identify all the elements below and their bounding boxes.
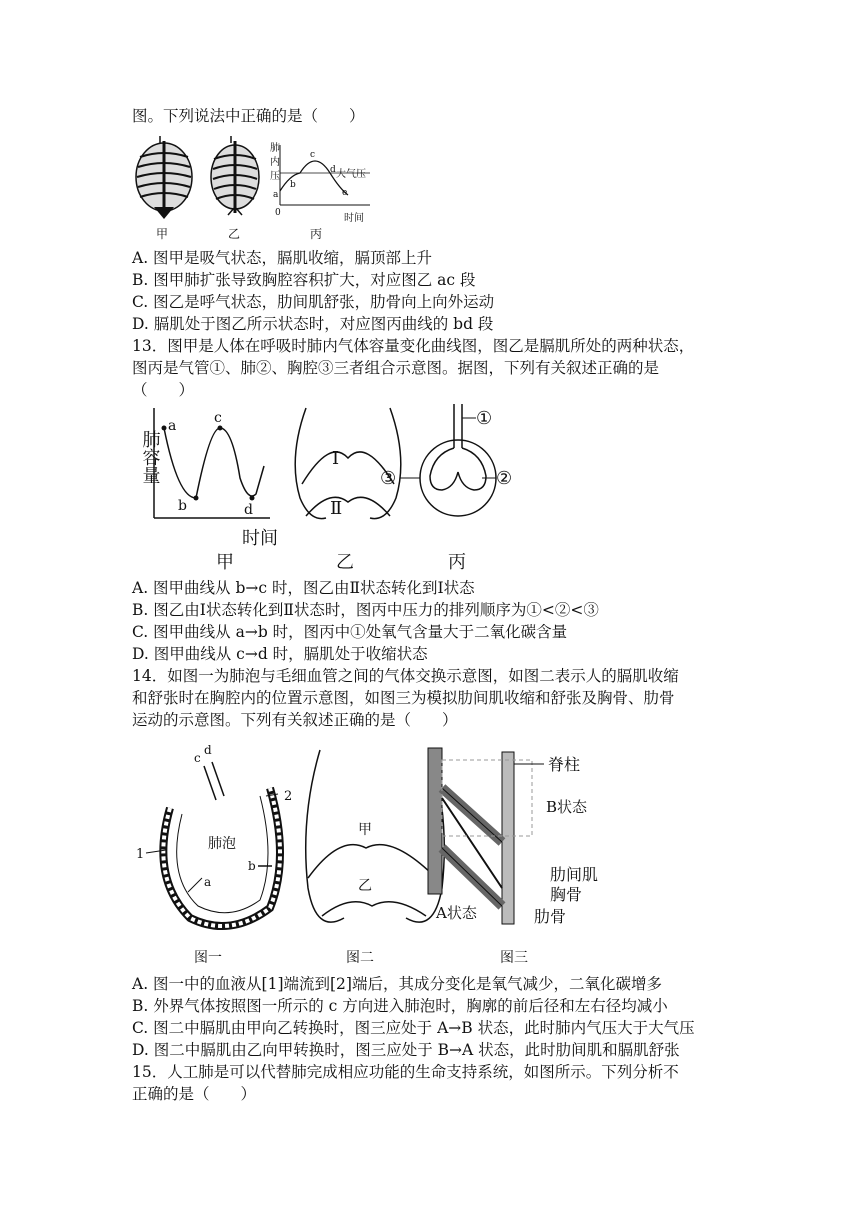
q14-option-a: A. 图一中的血液从[1]端流到[2]端后，其成分变化是氧气减少，二氧化碳增多 xyxy=(132,975,662,993)
q14-alveolus: 肺泡 xyxy=(208,836,236,852)
q13-label-yi: 乙 xyxy=(336,552,354,573)
q12-label-yi: 乙 xyxy=(228,227,241,241)
q14-sternum: 胸骨 xyxy=(550,885,583,904)
q14-cap1: 图一 xyxy=(194,950,222,966)
q13-option-c: C. 图甲曲线从 a→b 时，图丙中①处氧气含量大于二氧化碳含量 xyxy=(132,623,568,641)
q14-ld: d xyxy=(204,743,212,757)
q13-option-d: D. 图甲曲线从 c→d 时，膈肌处于收缩状态 xyxy=(132,645,428,663)
q14-n2: 2 xyxy=(284,789,293,804)
q14-stem-line3: 运动的示意图。下列有关叙述正确的是（ ） xyxy=(132,711,458,729)
ribcage-inhale-icon xyxy=(136,136,192,219)
q13-figure xyxy=(130,398,530,576)
q15-stem-line2: 正确的是（ ） xyxy=(132,1085,257,1103)
q14-figure xyxy=(130,738,620,968)
q13-xaxis: 时间 xyxy=(242,528,278,549)
q12-label-bing: 丙 xyxy=(310,227,323,241)
q13-label-jia: 甲 xyxy=(216,552,234,573)
q14-n1: 1 xyxy=(136,847,145,862)
q12-yaxis-3: 压 xyxy=(270,171,280,182)
q14-cap2: 图二 xyxy=(346,950,374,966)
q14-lb: b xyxy=(248,859,256,873)
q13-pt-d: d xyxy=(244,502,253,518)
q13-state-1: Ⅰ xyxy=(332,448,340,469)
q12-origin: 0 xyxy=(275,208,281,218)
q12-pt-c: c xyxy=(310,150,316,160)
q14-intercostal: 肋间肌 xyxy=(550,865,599,884)
q13-num-3: ③ xyxy=(380,468,397,489)
q14-option-d: D. 图二中膈肌由乙向甲转换时，图三应处于 B→A 状态，此时肋间肌和膈肌舒张 xyxy=(132,1041,680,1059)
q14-la: a xyxy=(204,875,212,889)
q12-pt-d: d xyxy=(330,165,336,175)
q13-option-a: A. 图甲曲线从 b→c 时，图乙由Ⅱ状态转化到Ⅰ状态 xyxy=(132,579,475,597)
ribcage-exhale-icon xyxy=(211,136,259,215)
q14-option-b: B. 外界气体按照图一所示的 c 方向进入肺泡时，胸廓的前后径和左右径均减小 xyxy=(132,997,668,1015)
q14-stem-line1: 14．如图一为肺泡与毛细血管之间的气体交换示意图，如图二表示人的膈肌收缩 xyxy=(132,667,679,685)
q13-stem-line3: （ ） xyxy=(132,381,195,399)
q13-label-bing: 丙 xyxy=(448,552,466,573)
q14-yi: 乙 xyxy=(358,878,372,894)
q13-num-1: ① xyxy=(476,408,493,429)
q12-xaxis: 时间 xyxy=(344,213,364,224)
q14-jia: 甲 xyxy=(358,822,372,838)
q15-stem-line1: 15．人工肺是可以代替肺完成相应功能的生命支持系统，如图所示。下列分析不 xyxy=(132,1063,679,1081)
q13-stem-line2: 图丙是气管①、肺②、胸腔③三者组合示意图。据图，下列有关叙述正确的是 xyxy=(132,359,660,377)
q14-lc: c xyxy=(194,751,201,765)
q12-pt-e: e xyxy=(342,188,348,198)
q14-state-b: B状态 xyxy=(546,798,588,816)
q13-pt-a: a xyxy=(168,418,177,434)
q12-option-c: C. 图乙是呼气状态，肋间肌舒张，肋骨向上向外运动 xyxy=(132,293,495,311)
q12-pt-a: a xyxy=(273,190,279,200)
q14-rib: 肋骨 xyxy=(534,907,567,926)
q12-option-d: D. 膈肌处于图乙所示状态时，对应图丙曲线的 bd 段 xyxy=(132,315,494,333)
q13-yaxis: 肺容量 xyxy=(139,430,161,484)
q12-yaxis-1: 肺 xyxy=(270,143,280,154)
q14-cap3: 图三 xyxy=(500,950,528,966)
q12-stem-tail: 图。下列说法中正确的是（ ） xyxy=(132,107,365,125)
q14-spine: 脊柱 xyxy=(548,755,581,774)
q13-num-2: ② xyxy=(496,468,513,489)
q12-option-b: B. 图甲肺扩张导致胸腔容积扩大，对应图乙 ac 段 xyxy=(132,271,476,289)
q12-label-jia: 甲 xyxy=(156,227,169,241)
q13-pt-b: b xyxy=(178,498,187,514)
q14-option-c: C. 图二中膈肌由甲向乙转换时，图三应处于 A→B 状态，此时肺内气压大于大气压 xyxy=(132,1019,695,1037)
q13-pt-c: c xyxy=(214,410,222,426)
q13-stem-line1: 13．图甲是人体在呼吸时肺内气体容量变化曲线图，图乙是膈肌所处的两种状态， xyxy=(132,337,695,355)
q13-option-b: B. 图乙由Ⅰ状态转化到Ⅱ状态时，图丙中压力的排列顺序为①<②<③ xyxy=(132,601,599,619)
q13-state-2: Ⅱ xyxy=(330,498,343,519)
q12-atm: 大气压 xyxy=(336,169,366,180)
q12-yaxis-2: 内 xyxy=(270,157,280,168)
q12-pt-b: b xyxy=(290,180,296,190)
q12-figure xyxy=(130,135,380,245)
q14-state-a: A状态 xyxy=(436,904,477,922)
q12-option-a: A. 图甲是吸气状态，膈肌收缩，膈顶部上升 xyxy=(132,249,433,267)
q14-stem-line2: 和舒张时在胸腔内的位置示意图，如图三为模拟肋间肌收缩和舒张及胸骨、肋骨 xyxy=(132,689,675,707)
